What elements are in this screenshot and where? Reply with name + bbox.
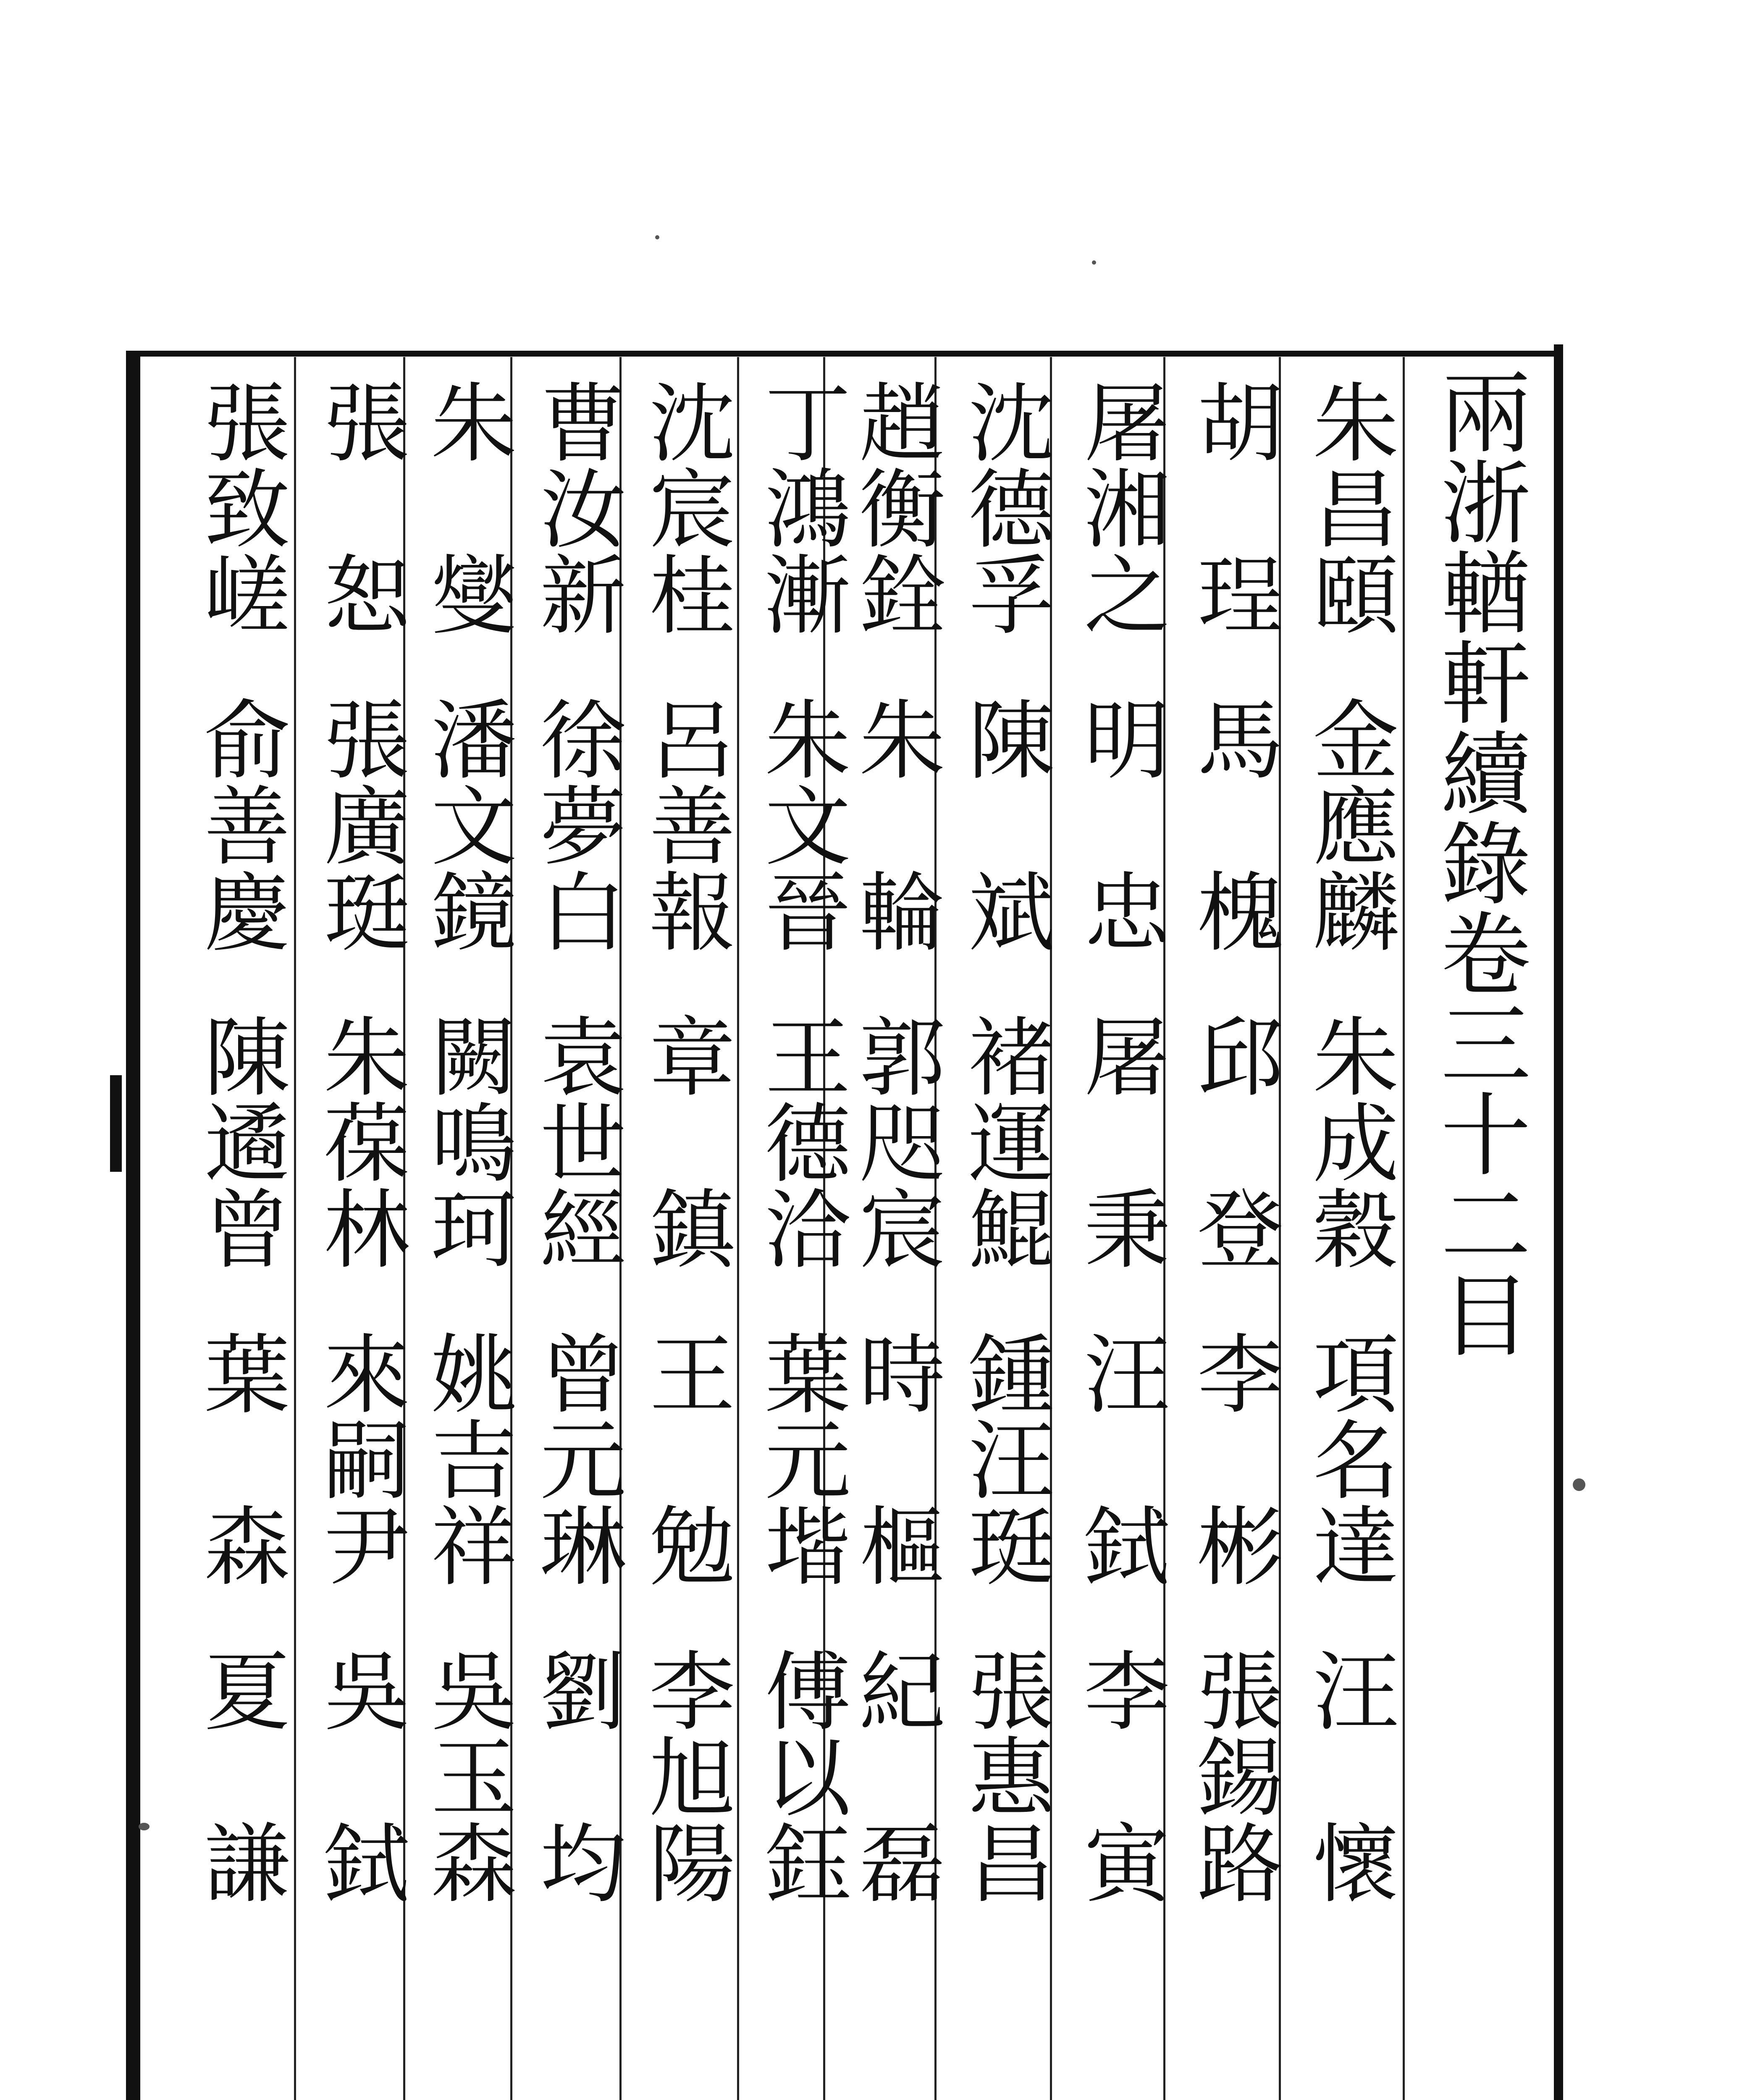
ink-speck — [1573, 1478, 1585, 1491]
person-name: 章 鎮 — [635, 1012, 735, 1270]
person-name: 曾元琳 — [525, 1329, 625, 1588]
name-column — [414, 378, 519, 2100]
ink-speck — [655, 235, 659, 239]
name-column — [187, 378, 292, 2100]
person-name: 闕鳴珂 — [416, 1012, 516, 1270]
person-name: 李 寅 — [1069, 1646, 1169, 1905]
person-name: 潘文鏡 — [416, 695, 516, 953]
person-name: 屠湘之 — [1069, 378, 1169, 636]
person-name: 吳玉森 — [416, 1646, 516, 1905]
name-column — [307, 378, 412, 2100]
ink-speck — [139, 1823, 150, 1830]
page-title: 兩浙輶軒續錄卷三十二目 — [1426, 365, 1531, 1359]
person-name: 朱葆林 — [309, 1012, 409, 1270]
name-column — [1067, 378, 1172, 2100]
person-name: 時 樞 — [845, 1329, 945, 1588]
person-name: 陳 斌 — [954, 695, 1054, 953]
person-name: 張廣珽 — [309, 695, 409, 953]
person-name: 徐夢白 — [525, 695, 625, 953]
name-column — [523, 378, 628, 2100]
person-name: 王 勉 — [635, 1329, 735, 1588]
spine-mark — [110, 1075, 122, 1172]
person-name: 朱成穀 — [1298, 1012, 1398, 1270]
ink-speck — [1092, 260, 1096, 265]
person-name: 沈宸桂 — [635, 378, 735, 636]
name-column — [1296, 378, 1401, 2100]
person-name: 李 彬 — [1183, 1329, 1283, 1588]
person-name: 鍾汪珽 — [954, 1329, 1054, 1588]
person-name: 曹汝新 — [525, 378, 625, 636]
person-name: 郭咫宸 — [845, 1012, 945, 1270]
person-name: 傅以鈺 — [750, 1646, 850, 1905]
person-name: 汪 鉽 — [1069, 1329, 1169, 1588]
person-name: 邱 登 — [1183, 1012, 1283, 1270]
person-name: 屠 秉 — [1069, 1012, 1169, 1270]
column-rule — [294, 357, 296, 2100]
person-name: 來嗣尹 — [309, 1329, 409, 1588]
person-name: 沈德孚 — [954, 378, 1054, 636]
column-rule — [737, 357, 739, 2100]
person-name: 葉元堦 — [750, 1329, 850, 1588]
person-name: 張致嵯 — [189, 378, 289, 636]
person-name: 項名達 — [1298, 1329, 1398, 1588]
name-column — [951, 378, 1056, 2100]
person-name: 俞善慶 — [189, 695, 289, 953]
frame-left-border — [126, 351, 137, 2100]
person-name: 明 忠 — [1069, 695, 1169, 953]
name-column — [632, 378, 737, 2100]
person-name: 朱 輪 — [845, 695, 945, 953]
name-column — [842, 378, 947, 2100]
person-name: 吳 鉽 — [309, 1646, 409, 1905]
person-name: 張惠昌 — [954, 1646, 1054, 1905]
person-name: 紀 磊 — [845, 1646, 945, 1905]
person-name: 朱文晉 — [750, 695, 850, 953]
person-name: 袁世經 — [525, 1012, 625, 1270]
person-name: 張錫路 — [1183, 1646, 1283, 1905]
person-name: 李旭陽 — [635, 1646, 735, 1905]
person-name: 趙衡銓 — [845, 378, 945, 636]
person-name: 褚運鯤 — [954, 1012, 1054, 1270]
person-name: 姚吉祥 — [416, 1329, 516, 1588]
frame-right-border — [1554, 344, 1563, 2100]
person-name: 陳遹曾 — [189, 1012, 289, 1270]
name-column — [748, 378, 853, 2100]
name-column — [1180, 378, 1285, 2100]
person-name: 呂善報 — [635, 695, 735, 953]
person-name: 汪 懷 — [1298, 1646, 1398, 1905]
person-name: 胡 珵 — [1183, 378, 1283, 636]
column-rule — [1403, 357, 1405, 2100]
person-name: 張 恕 — [309, 378, 409, 636]
person-name: 朱昌頤 — [1298, 378, 1398, 636]
person-name: 夏 謙 — [189, 1646, 289, 1905]
person-name: 王德洽 — [750, 1012, 850, 1270]
person-name: 馬 槐 — [1183, 695, 1283, 953]
person-name: 金應麟 — [1298, 695, 1398, 953]
person-name: 丁鴻漸 — [750, 378, 850, 636]
person-name: 劉 均 — [525, 1646, 625, 1905]
person-name: 朱 燮 — [416, 378, 516, 636]
person-name: 葉 森 — [189, 1329, 289, 1588]
